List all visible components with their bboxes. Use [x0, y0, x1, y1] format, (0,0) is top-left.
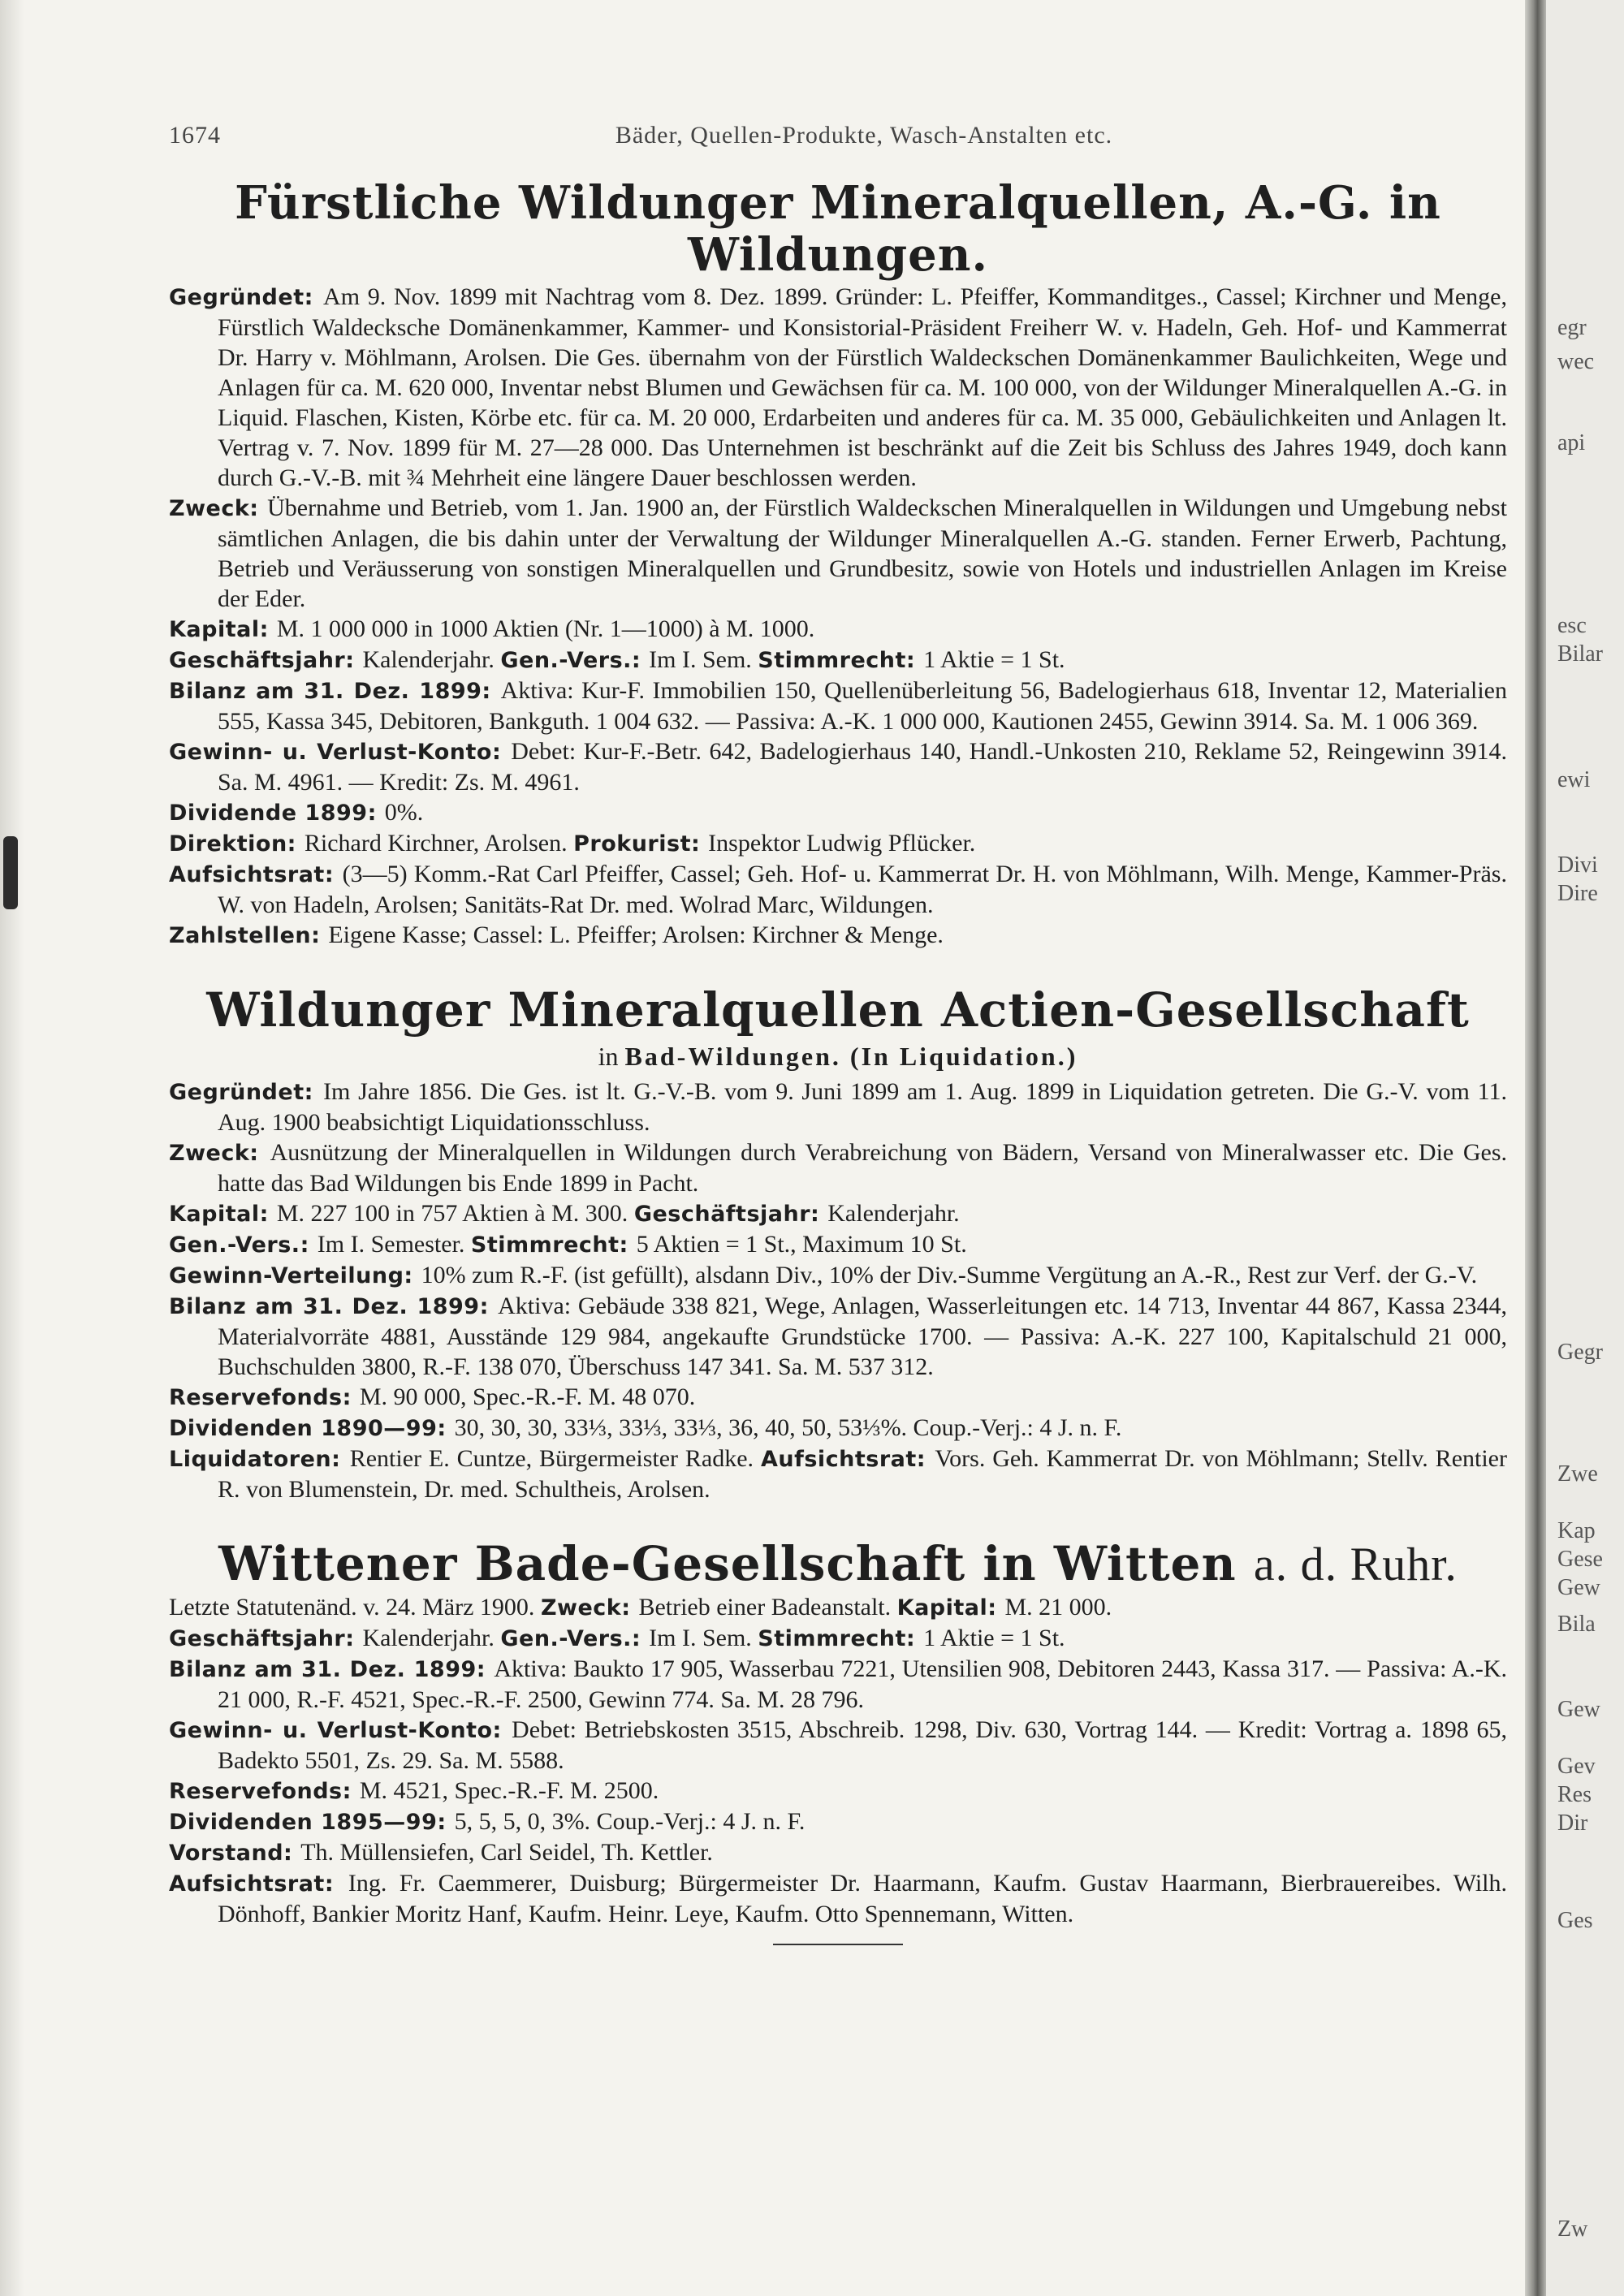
field-key: Aufsichtsrat: [169, 861, 343, 887]
facing-page-fragment: Kap [1557, 1518, 1596, 1543]
field-key: Dividenden 1895—99: [169, 1810, 455, 1836]
entry-field [169, 1382, 1507, 1413]
facing-page-fragment: Dir [1557, 1810, 1588, 1836]
field-key: Zahlstellen: [169, 922, 329, 948]
facing-page-fragment: egr [1557, 315, 1587, 340]
field-text: 1 Aktie = 1 St. [923, 645, 1065, 673]
field-key: Direktion: [169, 831, 304, 857]
entry-field [169, 645, 1507, 675]
field-text: Rentier E. Cuntze, Bürgermeister Radke. [349, 1445, 761, 1473]
facing-page-fragment: Zw [1557, 2216, 1588, 2242]
end-rule [773, 1944, 903, 1945]
facing-page-fragment: ewi [1557, 767, 1591, 792]
field-key: Kapital: [896, 1595, 1005, 1621]
field-key: Dividende 1899: [169, 800, 385, 826]
facing-page-fragment: wec [1557, 349, 1595, 374]
entry-wildunger-actien [169, 983, 1507, 1505]
field-key: Gewinn- u. Verlust-Konto: [169, 1718, 512, 1744]
field-text: 30, 30, 30, 33⅓, 33⅓, 33⅓, 36, 40, 50, 53⅓%. Coup.-Verj.: 4 J. n. F. [454, 1414, 1122, 1442]
field-key: Liquidatoren: [169, 1447, 350, 1473]
field-key: Geschäftsjahr: [633, 1202, 828, 1228]
field-text: Im I. Semester. [317, 1231, 471, 1258]
entry-field [169, 1229, 1507, 1260]
entry-field [169, 1413, 1507, 1444]
facing-page-fragment: Res [1557, 1782, 1592, 1807]
running-title: Bäder, Quellen-Produkte, Wasch-Anstalten etc. [615, 122, 1113, 149]
field-text: 1 Aktie = 1 St. [923, 1625, 1065, 1652]
field-text: Aktiva: Baukto 17 905, Wasserbau 7221, Utensilien 908, Debitoren 2443, Kassa 317. — Passiva: A.-K. 21 000, R.-F. 4521, Spec.-R.-F. 2500, Gewinn 774. Sa. M. 28 796. [218, 1655, 1507, 1714]
field-key: Geschäftsjahr: [169, 1626, 363, 1652]
field-key: Zweck: [169, 495, 268, 521]
field-key: Gegründet: [169, 284, 324, 310]
field-key: Gen.-Vers.: [500, 647, 650, 673]
facing-page-fragment: Gew [1557, 1575, 1600, 1600]
page-edge [1525, 0, 1546, 2296]
entry-title-suffix: a. d. Ruhr. [1253, 1538, 1458, 1591]
field-text: 10% zum R.-F. (ist gefüllt), alsdann Div., 10% der Div.-Summe Vergütung an A.-R., Rest zur Verf. der G.-V. [421, 1262, 1478, 1289]
field-text: Aktiva: Kur-F. Immobilien 150, Quellenüberleitung 56, Badelogierhaus 618, Inventar 12, Materialien 555, Kassa 345, Debitoren, Bankguth. 1 004 632. — Passiva: A.-K. 1 000 000, Kautionen 2455, Gewinn 3914. Sa. M. 1 006 369. [218, 676, 1507, 735]
field-text: 5 Aktien = 1 St., Maximum 10 St. [636, 1231, 967, 1258]
entry-fields [169, 1592, 1507, 1929]
facing-page-fragment: Gew [1557, 1697, 1600, 1722]
facing-page-fragment: Gev [1557, 1754, 1596, 1779]
entry-field [169, 1623, 1507, 1654]
field-text: Vors. Geh. Kammerrat Dr. von Möhlmann; Stellv. Rentier R. von Blumenstein, Dr. med. Schultheis, Arolsen. [218, 1445, 1507, 1504]
entry-fields [169, 282, 1507, 951]
entry-field [169, 1837, 1507, 1868]
field-text: M. 227 100 in 757 Aktien à M. 300. [276, 1200, 634, 1228]
field-key: Reservefonds: [169, 1779, 360, 1805]
facing-page-fragment: Bilar [1557, 641, 1603, 667]
entry-field [169, 1806, 1507, 1837]
field-key: Zweck: [169, 1141, 270, 1167]
field-key: Stimmrecht: [758, 647, 924, 673]
binding-mark [3, 836, 18, 909]
field-text: Im Jahre 1856. Die Ges. ist lt. G.-V.-B. vom 9. Juni 1899 am 1. Aug. 1899 in Liquidation getreten. Die G.-V. vom 11. Aug. 1900 beabsichtigt Liquidationsschluss. [218, 1078, 1507, 1137]
field-text: Kalenderjahr. [827, 1200, 960, 1228]
page-number: 1674 [169, 122, 221, 149]
facing-page-fragment: Bila [1557, 1612, 1596, 1637]
facing-page-fragment: Dire [1557, 881, 1598, 906]
field-text: 0%. [384, 798, 424, 826]
field-text: Richard Kirchner, Arolsen. [304, 829, 574, 857]
entry-field [169, 1654, 1507, 1715]
entry-field [169, 282, 1507, 493]
field-text: Letzte Statutenänd. v. 24. März 1900. [169, 1594, 541, 1621]
entry-field [169, 736, 1507, 797]
entry-field [169, 1077, 1507, 1137]
field-key: Bilanz am 31. Dez. 1899: [169, 678, 501, 704]
entry-fields [169, 1077, 1507, 1504]
subtitle-location: Bad-Wildungen. (In Liquidation.) [624, 1042, 1078, 1072]
facing-page-fragment: Divi [1557, 852, 1598, 878]
entry-subtitle [169, 1042, 1507, 1072]
facing-page-fragment: esc [1557, 613, 1587, 638]
field-key: Aufsichtsrat: [760, 1447, 935, 1473]
facing-page-fragment: Gese [1557, 1547, 1603, 1572]
field-text: M. 1 000 000 in 1000 Aktien (Nr. 1—1000) à M. 1000. [276, 615, 815, 642]
facing-page-fragment: Zwe [1557, 1461, 1598, 1487]
entry-field [169, 1444, 1507, 1504]
page-content [169, 122, 1507, 1978]
entry-field [169, 1592, 1507, 1623]
field-text: Eigene Kasse; Cassel: L. Pfeiffer; Arolsen: Kirchner & Menge. [328, 921, 944, 948]
field-text: M. 4521, Spec.-R.-F. M. 2500. [359, 1777, 659, 1805]
entry-field [169, 614, 1507, 645]
page-left-shadow [0, 0, 24, 2296]
entry-title: Wildunger Mineralquellen Actien-Gesellschaft [206, 982, 1470, 1038]
field-key: Gegründet: [169, 1080, 324, 1106]
field-key: Gen.-Vers.: [169, 1232, 317, 1258]
field-key: Bilanz am 31. Dez. 1899: [169, 1294, 499, 1320]
entry-wittener-bade [169, 1537, 1507, 1945]
field-key: Reservefonds: [169, 1385, 360, 1411]
field-key: Gewinn-Verteilung: [169, 1263, 421, 1289]
entry-title [169, 1537, 1507, 1592]
field-text: Am 9. Nov. 1899 mit Nachtrag vom 8. Dez. 1899. Gründer: L. Pfeiffer, Kommanditges., Cassel; Kirchner und Menge, Fürstlich Waldecksche Domänenkammer, Kammer- und Konsistorial-Präsident Freiherr W. v. Hadeln, Geh. Hof- und Kammerrat Dr. Harry v. Möhlmann, Arolsen. Die Ges. übernahm von der Fürstlich Waldeckschen Domänenkammer Baulichkeiten, Wege und Anlagen für ca. M. 620 000, Inventar nebst Blumen und Gewächsen für ca. M. 100 000, von der Wildunger Mineralquellen A.-G. in Liquid. Flaschen, Kisten, Körbe etc. für ca. M. 20 000, Erdarbeiten und anderes für ca. M. 35 000, Gebäulichkeiten und Anlagen lt. Vertrag v. 7. Nov. 1899 für M. 27—28 000. Das Unternehmen ist beschränkt auf die Zeit bis Schluss des Jahres 1949, doch kann durch G.-V.-B. mit ¾ Mehrheit eine längere Dauer beschlossen werden. [218, 283, 1507, 491]
field-key: Kapital: [169, 1202, 277, 1228]
entry-field [169, 1868, 1507, 1929]
field-key: Geschäftsjahr: [169, 647, 363, 673]
entry-field [169, 1291, 1507, 1382]
field-text: Im I. Sem. [649, 1625, 758, 1652]
field-text: Im I. Sem. [649, 645, 758, 673]
entry-field [169, 1715, 1507, 1776]
entry-title-main: Wittener Bade-Gesellschaft in Witten [218, 1536, 1237, 1592]
field-key: Gewinn- u. Verlust-Konto: [169, 739, 512, 765]
field-key: Gen.-Vers.: [500, 1626, 650, 1652]
facing-page-fragment: Ges [1557, 1908, 1593, 1933]
field-text: 5, 5, 5, 0, 3%. Coup.-Verj.: 4 J. n. F. [454, 1808, 806, 1836]
field-text: M. 90 000, Spec.-R.-F. M. 48 070. [359, 1383, 696, 1411]
facing-page [1546, 0, 1624, 2296]
entry-field [169, 1198, 1507, 1229]
entry-field [169, 1260, 1507, 1291]
field-key: Prokurist: [573, 831, 709, 857]
field-text: Übernahme und Betrieb, vom 1. Jan. 1900 an, der Fürstlich Waldeckschen Mineralquellen in Wildungen und Umgebung nebst sämtlichen Anlagen, die bis dahin unter der Verwaltung der Wildunger Mineralquellen A.-G. standen. Ferner Erwerb, Pachtung, Betrieb und Veräusserung von sonstigen Mineralquellen und Grundbesitz, sowie von Hotels und industriellen Anlagen im Kreise der Eder. [218, 494, 1507, 612]
entry-fuerstliche-wildunger [169, 177, 1507, 951]
field-key: Stimmrecht: [470, 1232, 637, 1258]
field-text: Kalenderjahr. [362, 645, 501, 673]
field-text: Debet: Kur-F.-Betr. 642, Badelogierhaus 140, Handl.-Unkosten 210, Reklame 52, Reingewinn 3914. Sa. M. 4961. — Kredit: Zs. M. 4961. [218, 737, 1507, 796]
field-text: Kalenderjahr. [362, 1625, 501, 1652]
field-key: Kapital: [169, 616, 277, 642]
field-key: Vorstand: [169, 1841, 301, 1867]
entry-field [169, 797, 1507, 828]
field-key: Zweck: [540, 1595, 639, 1621]
field-text: M. 21 000. [1004, 1594, 1112, 1621]
entry-field [169, 920, 1507, 951]
field-text: Ausnützung der Mineralquellen in Wildungen durch Verabreichung von Bädern, Versand von Mineralwasser etc. Die Ges. hatte das Bad Wildungen bis Ende 1899 in Pacht. [218, 1139, 1507, 1198]
field-key: Stimmrecht: [758, 1626, 924, 1652]
entry-field [169, 675, 1507, 736]
field-text: (3—5) Komm.-Rat Carl Pfeiffer, Cassel; Geh. Hof- u. Kammerrat Dr. H. von Möhlmann, Wilh. Menge, Kammer-Präs. W. von Hadeln, Arolsen; Sanitäts-Rat Dr. med. Wolrad Marc, Wildungen. [218, 860, 1507, 918]
entry-title: Fürstliche Wildunger Mineralquellen, A.-G. in Wildungen. [235, 176, 1441, 283]
entry-field [169, 859, 1507, 920]
field-key: Aufsichtsrat: [169, 1871, 348, 1897]
field-text: Betrieb einer Badeanstalt. [638, 1594, 897, 1621]
page-header [169, 122, 1507, 149]
field-text: Ing. Fr. Caemmerer, Duisburg; Bürgermeister Dr. Haarmann, Kaufm. Gustav Haarmann, Bierbrauereibes. Wilh. Dönhoff, Bankier Moritz Hanf, Kaufm. Heinr. Leye, Kaufm. Otto Spennemann, Witten. [218, 1870, 1507, 1928]
facing-page-fragment: api [1557, 430, 1586, 455]
entry-field [169, 1776, 1507, 1806]
entry-field [169, 828, 1507, 859]
field-key: Dividenden 1890—99: [169, 1416, 455, 1442]
field-text: Aktiva: Gebäude 338 821, Wege, Anlagen, Wasserleitungen etc. 14 713, Inventar 44 867, Kassa 2344, Materialvorräte 4881, Ausstände 129 984, angekaufte Grundstücke 1700. — Passiva: A.-K. 227 100, Kapitalschuld 21 000, Buchschulden 3800, R.-F. 138 070, Überschuss 147 341. Sa. M. 537 312. [218, 1293, 1508, 1381]
field-text: Debet: Betriebskosten 3515, Abschreib. 1298, Div. 630, Vortrag 144. — Kredit: Vortrag a. 1898 65, Badekto 5501, Zs. 29. Sa. M. 5588. [218, 1716, 1507, 1775]
field-text: Th. Müllensiefen, Carl Seidel, Th. Kettler. [300, 1839, 713, 1867]
subtitle-prefix: in [598, 1042, 619, 1072]
field-key: Bilanz am 31. Dez. 1899: [169, 1657, 495, 1683]
facing-page-fragment: Gegr [1557, 1340, 1603, 1365]
field-text: Inspektor Ludwig Pflücker. [708, 829, 976, 857]
entry-field [169, 1137, 1507, 1198]
entry-field [169, 493, 1507, 614]
